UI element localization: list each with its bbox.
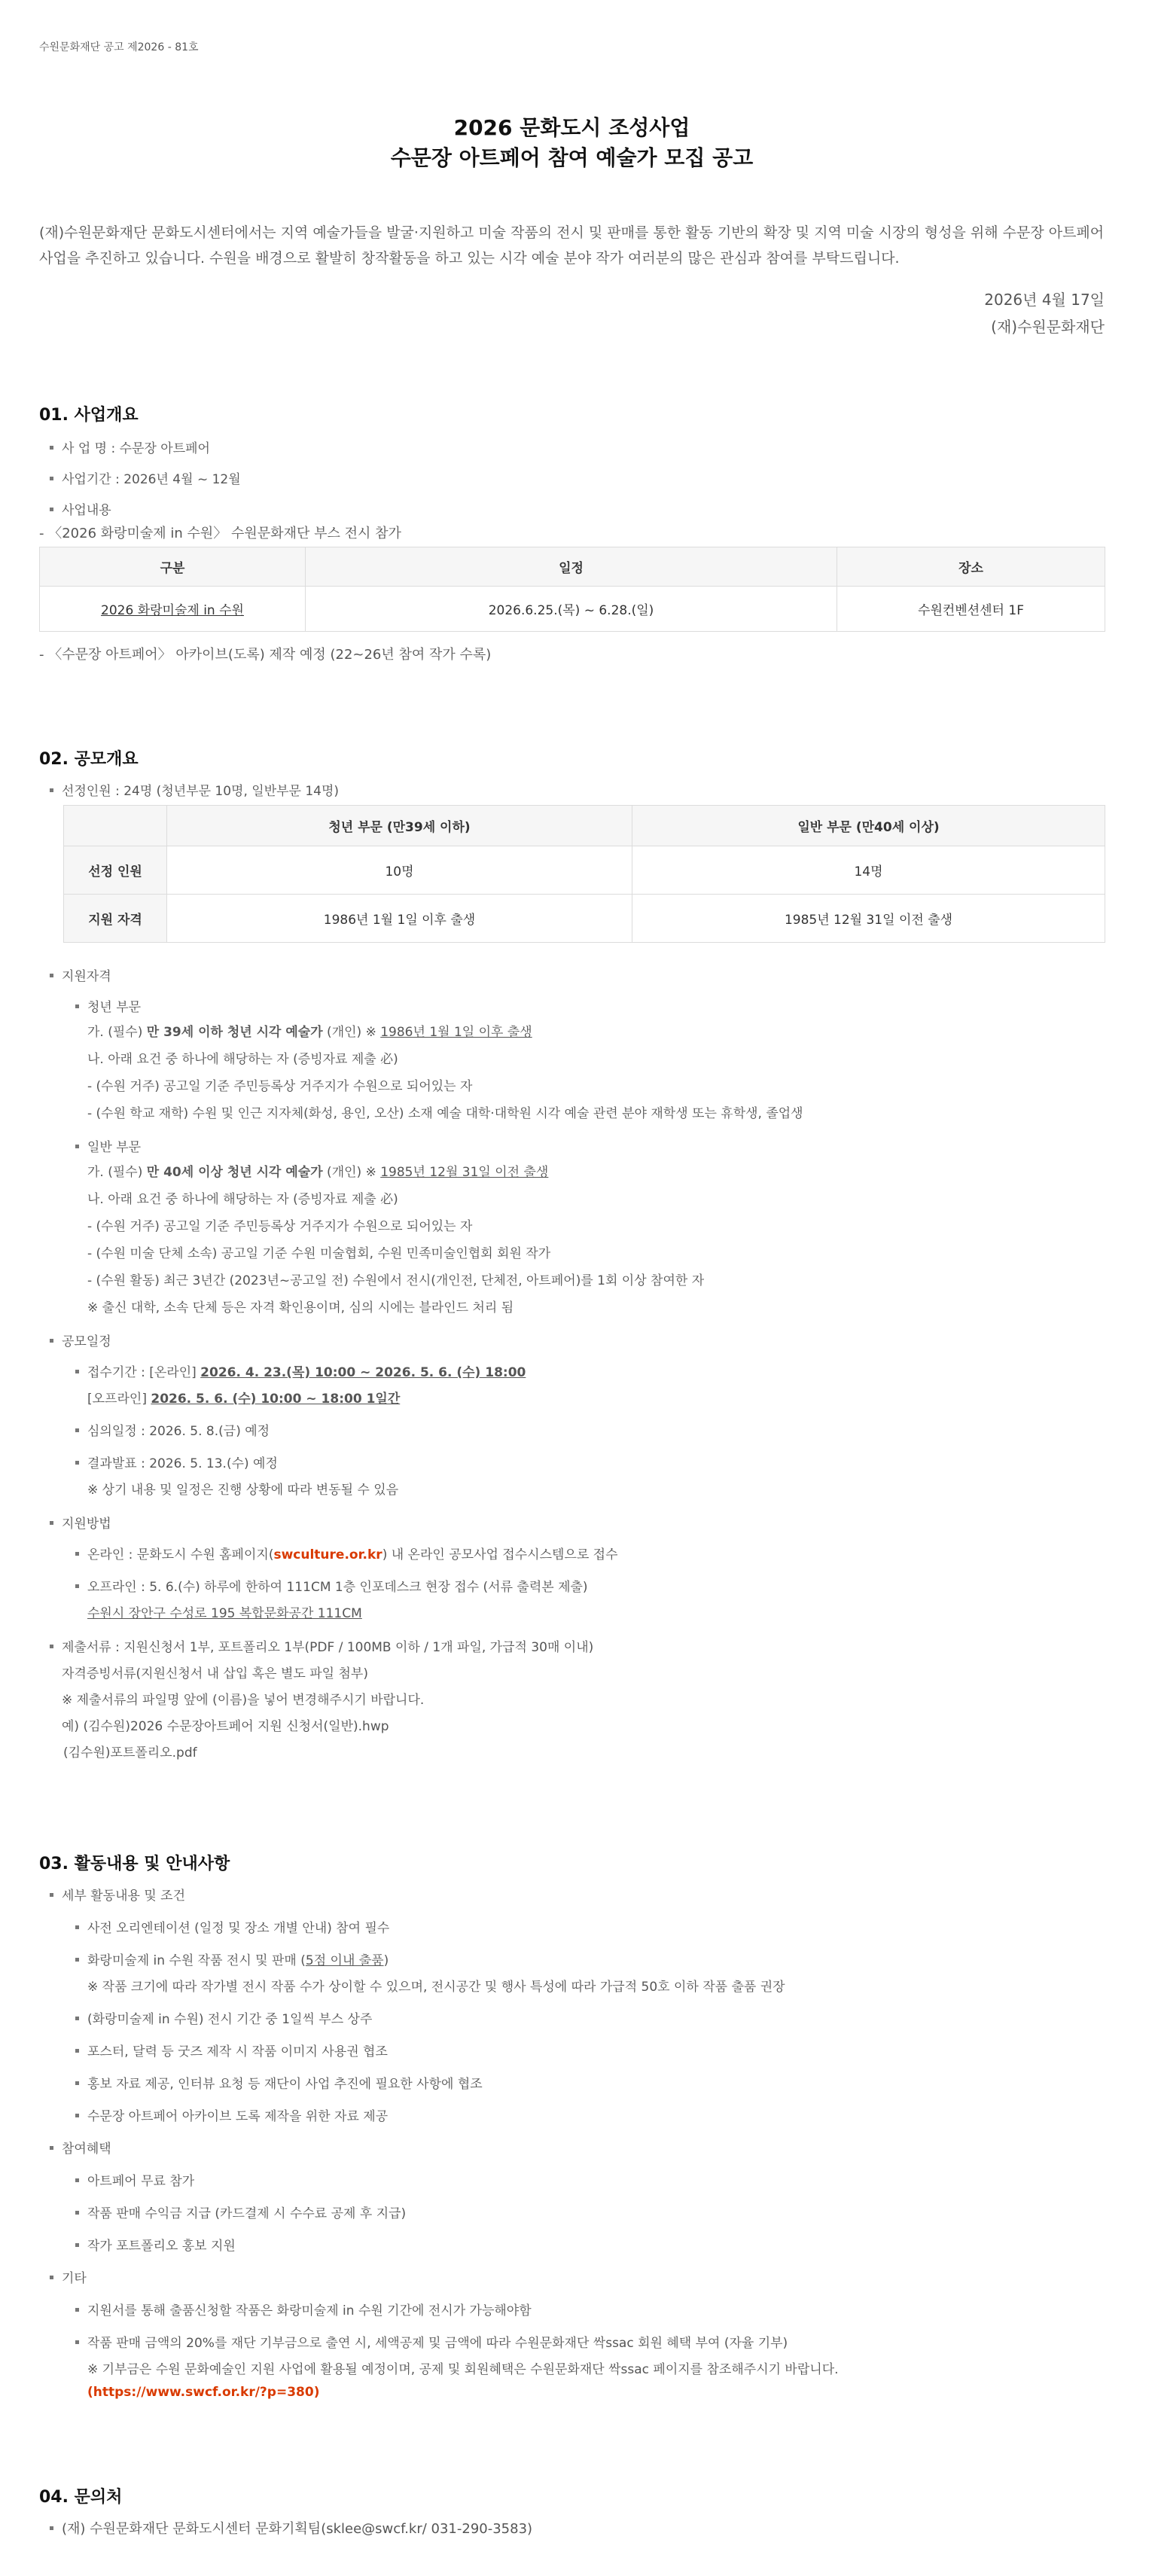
table-cell: 14명: [632, 846, 1105, 895]
list-item: 결과발표 : 2026. 5. 13.(수) 예정: [39, 1453, 1105, 1471]
table-corner: [64, 806, 167, 846]
list-item: 포스터, 달력 등 굿즈 제작 시 작품 이미지 사용권 협조: [39, 2041, 1105, 2059]
title-line-1: 2026 문화도시 조성사업: [453, 115, 690, 140]
table-row: [64, 846, 1105, 895]
table-header: 일반 부문 (만40세 이상): [632, 806, 1105, 846]
list-item: 온라인 : 문화도시 수원 홈페이지(swculture.or.kr) 내 온라인 공모사업 접수시스템으로 접수: [39, 1544, 1105, 1562]
list-item: 지원자격: [39, 965, 1105, 984]
docs-line: 예) (김수원)2026 수문장아트페어 지원 신청서(일반).hwp: [62, 1719, 389, 1734]
list-item: 홍보 자료 제공, 인터뷰 요청 등 재단이 사업 추진에 필요한 사항에 협조: [39, 2073, 1105, 2092]
list-item: 지원서를 통해 출품신청할 작품은 화랑미술제 in 수원 기간에 전시가 가능해야함: [39, 2300, 1105, 2318]
requirement-line: - (수원 미술 단체 소속) 공고일 기준 수원 미술협회, 수원 민족미술인협회 회원 작가: [87, 1246, 551, 1261]
page-title: [39, 113, 1105, 173]
exhibition-table: [39, 547, 1105, 632]
notice-number: 수원문화재단 공고 제2026 - 81호: [39, 41, 199, 53]
intro-paragraph: (재)수원문화재단 문화도시센터에서는 지역 예술가들을 발굴·지원하고 미술 작품의 전시 및 판매를 통한 활동 기반의 확장 및 지역 미술 시장의 형성을 위해 수문장 아트페어 사업을 추진하고 있습니다. 수원을 배경으로 활발히 창작활동을 하고 있는 시각 예술 분야 작가 여러분의 많은 관심과 참여를 부탁드립니다.: [39, 224, 1105, 267]
note-line: ※ 상기 내용 및 일정은 진행 상황에 따라 변동될 수 있음: [87, 1483, 399, 1498]
table-header: 구분: [40, 547, 306, 587]
table-cell: 2026.6.25.(목) ~ 6.28.(일): [306, 587, 837, 632]
list-item: 지원방법: [39, 1513, 1105, 1532]
list-item: 청년 부문: [39, 996, 1105, 1015]
list-item: 세부 활동내용 및 조건: [39, 1885, 1105, 1904]
list-item: (화랑미술제 in 수원) 전시 기간 중 1일씩 부스 상주: [39, 2008, 1105, 2027]
row-header: 선정 인원: [64, 846, 167, 895]
table-header: 장소: [837, 547, 1105, 587]
list-item: 수문장 아트페어 아카이브 도록 제작을 위한 자료 제공: [39, 2105, 1105, 2124]
list-item: 선정인원 : 24명 (청년부문 10명, 일반부문 14명): [39, 780, 1105, 799]
list-item: 화랑미술제 in 수원 작품 전시 및 판매 (5점 이내 출품): [39, 1950, 1105, 1968]
list-item: 오프라인 : 5. 6.(수) 하루에 한하여 111CM 1층 인포데스크 현장 접수 (서류 출력본 제출): [39, 1576, 1105, 1595]
table-row: [64, 895, 1105, 943]
requirement-line: 나. 아래 요건 중 하나에 해당하는 자 (증빙자료 제출 必): [87, 1052, 398, 1067]
list-item: 참여혜택: [39, 2138, 1105, 2157]
table-row: [40, 587, 1105, 632]
table-cell: 2026 화랑미술제 in 수원: [40, 587, 306, 632]
list-item: 심의일정 : 2026. 5. 8.(금) 예정: [39, 1420, 1105, 1439]
section-heading-contact: 04. 문의처: [39, 2488, 123, 2507]
requirement-line: 가. (필수) 만 39세 이하 청년 시각 예술가 (개인) ※ 1986년 1월 1일 이후 출생: [87, 1025, 532, 1040]
list-item: 작품 판매 금액의 20%를 재단 기부금으로 출연 시, 세액공제 및 금액에 따라 수원문화재단 싹ssac 회원 혜택 부여 (자율 기부): [39, 2332, 1105, 2351]
list-item: 작가 포트폴리오 홍보 지원: [39, 2235, 1105, 2254]
table-cell: 수원컨벤션센터 1F: [837, 587, 1105, 632]
list-item: 제출서류 : 지원신청서 1부, 포트폴리오 1부(PDF / 100MB 이하 / 1개 파일, 가급적 30매 이내): [39, 1636, 1105, 1655]
schedule-line: [오프라인] 2026. 5. 6. (수) 10:00 ~ 18:00 1일간: [87, 1392, 401, 1407]
list-item: 사업내용: [39, 499, 1105, 518]
row-header: 지원 자격: [64, 895, 167, 943]
requirement-line: 가. (필수) 만 40세 이상 청년 시각 예술가 (개인) ※ 1985년 12월 31일 이전 출생: [87, 1165, 549, 1180]
quota-table: [63, 805, 1105, 943]
sign-date: 2026년 4월 17일: [984, 291, 1105, 309]
homepage-link[interactable]: swculture.or.kr: [273, 1547, 382, 1562]
section-heading-recruit: 02. 공모개요: [39, 750, 139, 769]
note-line: ※ 출신 대학, 소속 단체 등은 자격 확인용이며, 심의 시에는 블라인드 처리 됨: [87, 1300, 514, 1315]
requirement-line: - (수원 거주) 공고일 기준 주민등록상 거주지가 수원으로 되어있는 자: [87, 1079, 473, 1094]
requirement-line: - (수원 거주) 공고일 기준 주민등록상 거주지가 수원으로 되어있는 자: [87, 1219, 473, 1234]
table-cell: 1985년 12월 31일 이전 출생: [632, 895, 1105, 943]
list-item: 기타: [39, 2267, 1105, 2286]
requirement-line: - (수원 활동) 최근 3년간 (2023년~공고일 전) 수원에서 전시(개인전, 단체전, 아트페어)를 1회 이상 참여한 자: [87, 1273, 705, 1288]
docs-line: ※ 제출서류의 파일명 앞에 (이름)을 넣어 변경해주시기 바랍니다.: [62, 1693, 425, 1708]
list-item: 공모일정: [39, 1331, 1105, 1349]
list-item: 일반 부문: [39, 1136, 1105, 1155]
sub-item: - 〈수문장 아트페어〉 아카이브(도록) 제작 예정 (22~26년 참여 작가 수록): [39, 647, 492, 663]
address-line: 수원시 장안구 수성로 195 복합문화공간 111CM: [87, 1606, 362, 1621]
ssac-link[interactable]: (https://www.swcf.or.kr/?p=380): [87, 2385, 320, 2400]
list-item: 사 업 명 : 수문장 아트페어: [39, 437, 1105, 456]
requirement-line: 나. 아래 요건 중 하나에 해당하는 자 (증빙자료 제출 必): [87, 1192, 398, 1207]
note-line: ※ 기부금은 수원 문화예술인 지원 사업에 활용될 예정이며, 공제 및 회원혜택은 수원문화재단 싹ssac 페이지를 참조해주시기 바랍니다.: [87, 2362, 839, 2377]
list-item: 사업기간 : 2026년 4월 ~ 12월: [39, 468, 1105, 487]
docs-line: (김수원)포트폴리오.pdf: [63, 1745, 197, 1761]
docs-line: 자격증빙서류(지원신청서 내 삽입 혹은 별도 파일 첨부): [62, 1666, 368, 1681]
list-item: 접수기간 : [온라인] 2026. 4. 23.(목) 10:00 ~ 2026. 5. 6. (수) 18:00: [39, 1361, 1105, 1380]
note-line: ※ 작품 크기에 따라 작가별 전시 작품 수가 상이할 수 있으며, 전시공간 및 행사 특성에 따라 가급적 50호 이하 작품 출품 권장: [87, 1980, 785, 1995]
list-item: 작품 판매 수익금 지급 (카드결제 시 수수료 공제 후 지급): [39, 2203, 1105, 2221]
section-heading-activities: 03. 활동내용 및 안내사항: [39, 1855, 230, 1873]
list-item: 아트페어 무료 참가: [39, 2170, 1105, 2189]
requirement-line: - (수원 학교 재학) 수원 및 인근 지자체(화성, 용인, 오산) 소재 예술 대학·대학원 시각 예술 관련 분야 재학생 또는 휴학생, 졸업생: [87, 1106, 803, 1121]
table-cell: 10명: [167, 846, 632, 895]
sub-item: - 〈2026 화랑미술제 in 수원〉 수원문화재단 부스 전시 참가: [39, 526, 401, 541]
table-header: 청년 부문 (만39세 이하): [167, 806, 632, 846]
table-header: 일정: [306, 547, 837, 587]
sign-org: (재)수원문화재단: [991, 318, 1105, 336]
table-cell: 1986년 1월 1일 이후 출생: [167, 895, 632, 943]
contact-line: (재) 수원문화재단 문화도시센터 문화기획팀(sklee@swcf.kr/ 031-290-3583): [39, 2518, 1105, 2538]
list-item: 사전 오리엔테이션 (일정 및 장소 개별 안내) 참여 필수: [39, 1917, 1105, 1936]
title-line-2: 수문장 아트페어 참여 예술가 모집 공고: [390, 145, 754, 170]
signature-block: [39, 286, 1105, 340]
section-heading-overview: 01. 사업개요: [39, 406, 139, 425]
